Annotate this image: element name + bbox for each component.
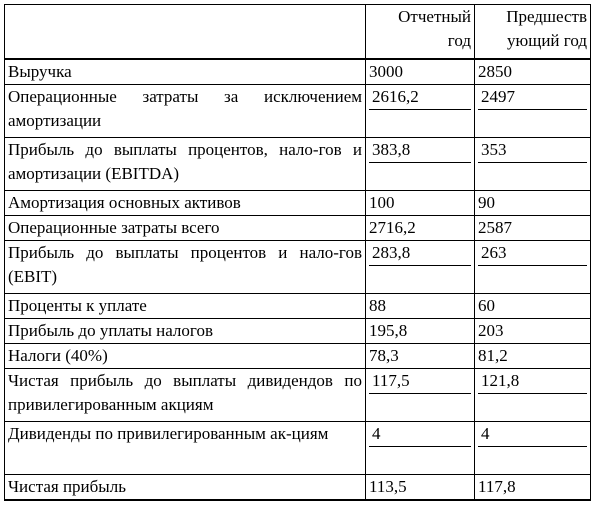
row-value-text: 383,8: [369, 138, 471, 163]
header-previous-line2: ующий год: [507, 31, 587, 50]
table-row: [5, 422, 591, 475]
income-statement-table: [4, 4, 591, 501]
row-value-previous: 81,2: [475, 344, 591, 369]
row-value-previous: [475, 85, 591, 138]
row-label: [5, 85, 366, 138]
row-value-current: [366, 241, 475, 294]
row-value-previous: 117,8: [475, 475, 591, 501]
row-label: [5, 241, 366, 294]
row-label: Амортизация основных активов: [5, 191, 366, 216]
row-label: [5, 138, 366, 191]
row-value-current: 195,8: [366, 319, 475, 344]
row-label-text: Операционные затраты за исключением амортизации: [8, 87, 362, 130]
row-value-current: 100: [366, 191, 475, 216]
table-row: [5, 294, 591, 319]
row-value-text: 4: [369, 422, 471, 447]
row-label: Налоги (40%): [5, 344, 366, 369]
table-row: [5, 85, 591, 138]
row-value-current: 88: [366, 294, 475, 319]
table-row: [5, 138, 591, 191]
row-label: Проценты к уплате: [5, 294, 366, 319]
table-header-row: [5, 5, 591, 60]
row-value-current: 3000: [366, 59, 475, 85]
row-label: Выручка: [5, 59, 366, 85]
row-value-previous: [475, 369, 591, 422]
row-label: Прибыль до уплаты налогов: [5, 319, 366, 344]
row-value-previous: [475, 138, 591, 191]
row-value-current: 2716,2: [366, 216, 475, 241]
row-value-text: 2616,2: [369, 85, 471, 110]
table-row: [5, 319, 591, 344]
table-row: [5, 59, 591, 85]
row-value-previous: 90: [475, 191, 591, 216]
row-value-current: [366, 422, 475, 475]
row-value-previous: [475, 241, 591, 294]
row-value-text: 117,5: [369, 369, 471, 394]
row-value-current: [366, 138, 475, 191]
row-label-text: Дивиденды по привилегированным ак-циям: [8, 424, 329, 443]
table-row: [5, 475, 591, 501]
table-row: [5, 344, 591, 369]
table-row: [5, 216, 591, 241]
row-value-previous: 2587: [475, 216, 591, 241]
row-label: Чистая прибыль: [5, 475, 366, 501]
row-value-previous: 60: [475, 294, 591, 319]
row-value-current: 78,3: [366, 344, 475, 369]
row-label-text: Прибыль до выплаты процентов и нало-гов (EBIT): [8, 243, 362, 286]
row-value-text: 353: [478, 138, 587, 163]
table-row: [5, 369, 591, 422]
row-value-current: 113,5: [366, 475, 475, 501]
table-row: [5, 241, 591, 294]
row-label: [5, 369, 366, 422]
row-label: [5, 422, 366, 475]
row-value-current: [366, 85, 475, 138]
row-label-text: Чистая прибыль до выплаты дивидендов по привилегированным акциям: [8, 371, 362, 414]
header-label-cell: [5, 5, 366, 60]
header-current-line2: год: [447, 31, 471, 50]
header-current-line1: Отчетный: [398, 7, 471, 26]
header-current-year: [366, 5, 475, 60]
row-value-previous: [475, 422, 591, 475]
row-value-text: 283,8: [369, 241, 471, 266]
header-previous-year: [475, 5, 591, 60]
row-label: Операционные затраты всего: [5, 216, 366, 241]
table-row: [5, 191, 591, 216]
row-value-previous: 2850: [475, 59, 591, 85]
header-previous-line1: Предшеств: [506, 7, 587, 26]
row-value-text: 121,8: [478, 369, 587, 394]
row-value-text: 263: [478, 241, 587, 266]
row-label-text: Прибыль до выплаты процентов, нало-гов и амортизации (EBITDA): [8, 140, 362, 183]
row-value-text: 2497: [478, 85, 587, 110]
row-value-current: [366, 369, 475, 422]
row-value-text: 4: [478, 422, 587, 447]
row-value-previous: 203: [475, 319, 591, 344]
financial-table-page: [4, 4, 590, 503]
